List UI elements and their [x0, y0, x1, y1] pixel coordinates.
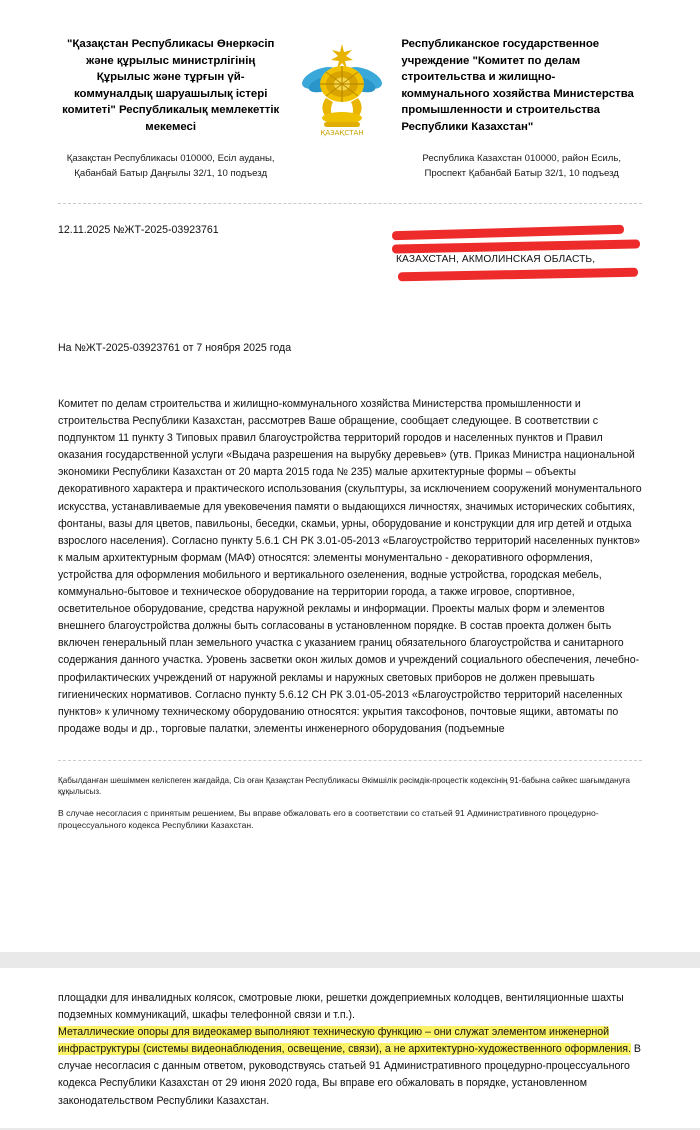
footnote-block	[0, 761, 700, 832]
document-meta-row	[0, 204, 700, 324]
reference-line: На №ЖТ-2025-03923761 от 7 ноября 2025 года	[58, 342, 292, 354]
organization-address-kazakh: Қазақстан Республикасы 010000, Есіл ауданы, Қабанбай Батыр Даңғылы 32/1, 10 подъезд	[66, 153, 275, 179]
emblem-container	[293, 36, 391, 138]
organization-address-russian: Республика Казахстан 010000, район Есиль, Проспект Қабанбай Батыр 32/1, 10 подъезд	[422, 153, 621, 179]
page2-paragraph-highlighted	[58, 1024, 642, 1109]
letterhead	[0, 28, 700, 181]
document-number: 12.11.2025 №ЖТ-2025-03923761	[58, 224, 219, 236]
redaction-bar-3	[398, 268, 638, 282]
svg-text:ҚАЗАҚСТАН: ҚАЗАҚСТАН	[320, 129, 364, 137]
page2-body	[0, 990, 700, 1110]
footnote-russian: В случае несогласия с принятым решением, Вы вправе обжаловать его в соответствии со статьей 91 Административного процедурно-процессуального кодекса Республики Казахстан.	[58, 808, 599, 831]
document-page-2	[0, 968, 700, 1128]
organization-name-kazakh: "Қазақстан Республикасы Өнеркәсіп және құрылыс министрлігінің Құрылыс және тұрғын үй-коммуналдық шаруашылық істері комитеті" Республикалық мемлекеттік мекемесі	[62, 38, 280, 133]
organization-name-russian: Республиканское государственное учреждение "Комитет по делам строительства и жилищно-коммунального хозяйства Министерства промышленности и строительства Республики Казахстан"	[401, 38, 634, 133]
highlighted-text: Металлические опоры для видеокамер выполняют техническую функцию – они служат элементом инженерной инфраструктуры (системы видеонаблюдения, освещение, связи), а не архитектурно-художественного оформления.	[58, 1026, 631, 1056]
page-separator	[0, 952, 700, 968]
letterhead-russian-block	[401, 36, 642, 181]
footnote-kazakh: Қабылданған шешіммен келіспеген жағдайда, Сіз оған Қазақстан Республикасы Әкімшілік рәсімдік-процестік кодексінің 91-бабына сәйкес шағымдануға құқылысыз.	[58, 775, 631, 797]
redaction-bar-2	[392, 239, 640, 253]
letterhead-kazakh-block	[58, 36, 283, 181]
addressee-region: КАЗАХСТАН, АКМОЛИНСКАЯ ОБЛАСТЬ,	[396, 254, 596, 265]
page2-paragraph-tail: В случае несогласия с данным ответом, руководствуясь статьей 91 Административного процедурно-процессуального кодекса Республики Казахстан от 29 июня 2020 года, Вы вправе его обжаловать в порядке, установленном законодательством Республики Казахстан.	[58, 1043, 641, 1107]
letter-body-paragraph: Комитет по делам строительства и жилищно-коммунального хозяйства Министерства промышленности и строительства Республики Казахстан, рассмотрев Ваше обращение, сообщает следующее. В соответствии с подпунктом 11 пункту 3 Типовых правил благоустройства территорий городов и населенных пунктов и Правил оказания государственной услуги «Выдача разрешения на вырубку деревьев» (утв. Приказ Министра национальной экономики Республики Казахстан от 20 марта 2015 года № 235) малые архитектурные формы – объекты декоративного характера и практического использования (скульптуры, за исключением сооружений монументального искусства, устанавливаемые для увековечения памяти о выдающихся личностях, значимых исторических событиях, фонтаны, вазы для цветов, павильоны, беседки, скамьи, урны, оборудование и конструкции для игр детей и отдыха взрослого населения). Согласно пункту 5.6.1 СН РК 3.01-05-2013 «Благоустройство территорий населенных пунктов» к малым архитектурным формам (МАФ) относятся: элементы монументально - декоративного оформления, устройства для оформления мобильного и вертикального озеленения, водные устройства, городская мебель, коммунально-бытовое и техническое оборудование на территории города, а также игровое, спортивное, осветительное оборудование, средства наружной рекламы и информации. Проекты малых форм и элементов внешнего благоустройства должны быть согласованы в установленном порядке. В состав проекта должен быть включен генеральный план земельного участка с указанием границ обязательного благоустройства и санитарного содержания данного участка. Уровень засветки окон жилых домов и учреждений социального обеспечения, лечебно-профилактических учреждений от наружной рекламы и наружных световых приборов не должен превышать гигиенических нормативов. Согласно пункту 5.6.12 СН РК 3.01-05-2013 «Благоустройство территорий населенных пунктов» к уличному техническому оборудованию относятся: укрытия таксофонов, почтовые ящики, автоматы по продаже воды и др., торговые палатки, элементы инженерного оборудования (подъемные	[58, 398, 642, 735]
kazakhstan-coat-of-arms-icon	[300, 38, 384, 138]
page2-paragraph-top: площадки для инвалидных колясок, смотровые люки, решетки дождеприемных колодцев, вентиляционные шахты подземных коммуникаций, шкафы телефонной связи и т.п.).	[58, 992, 624, 1022]
